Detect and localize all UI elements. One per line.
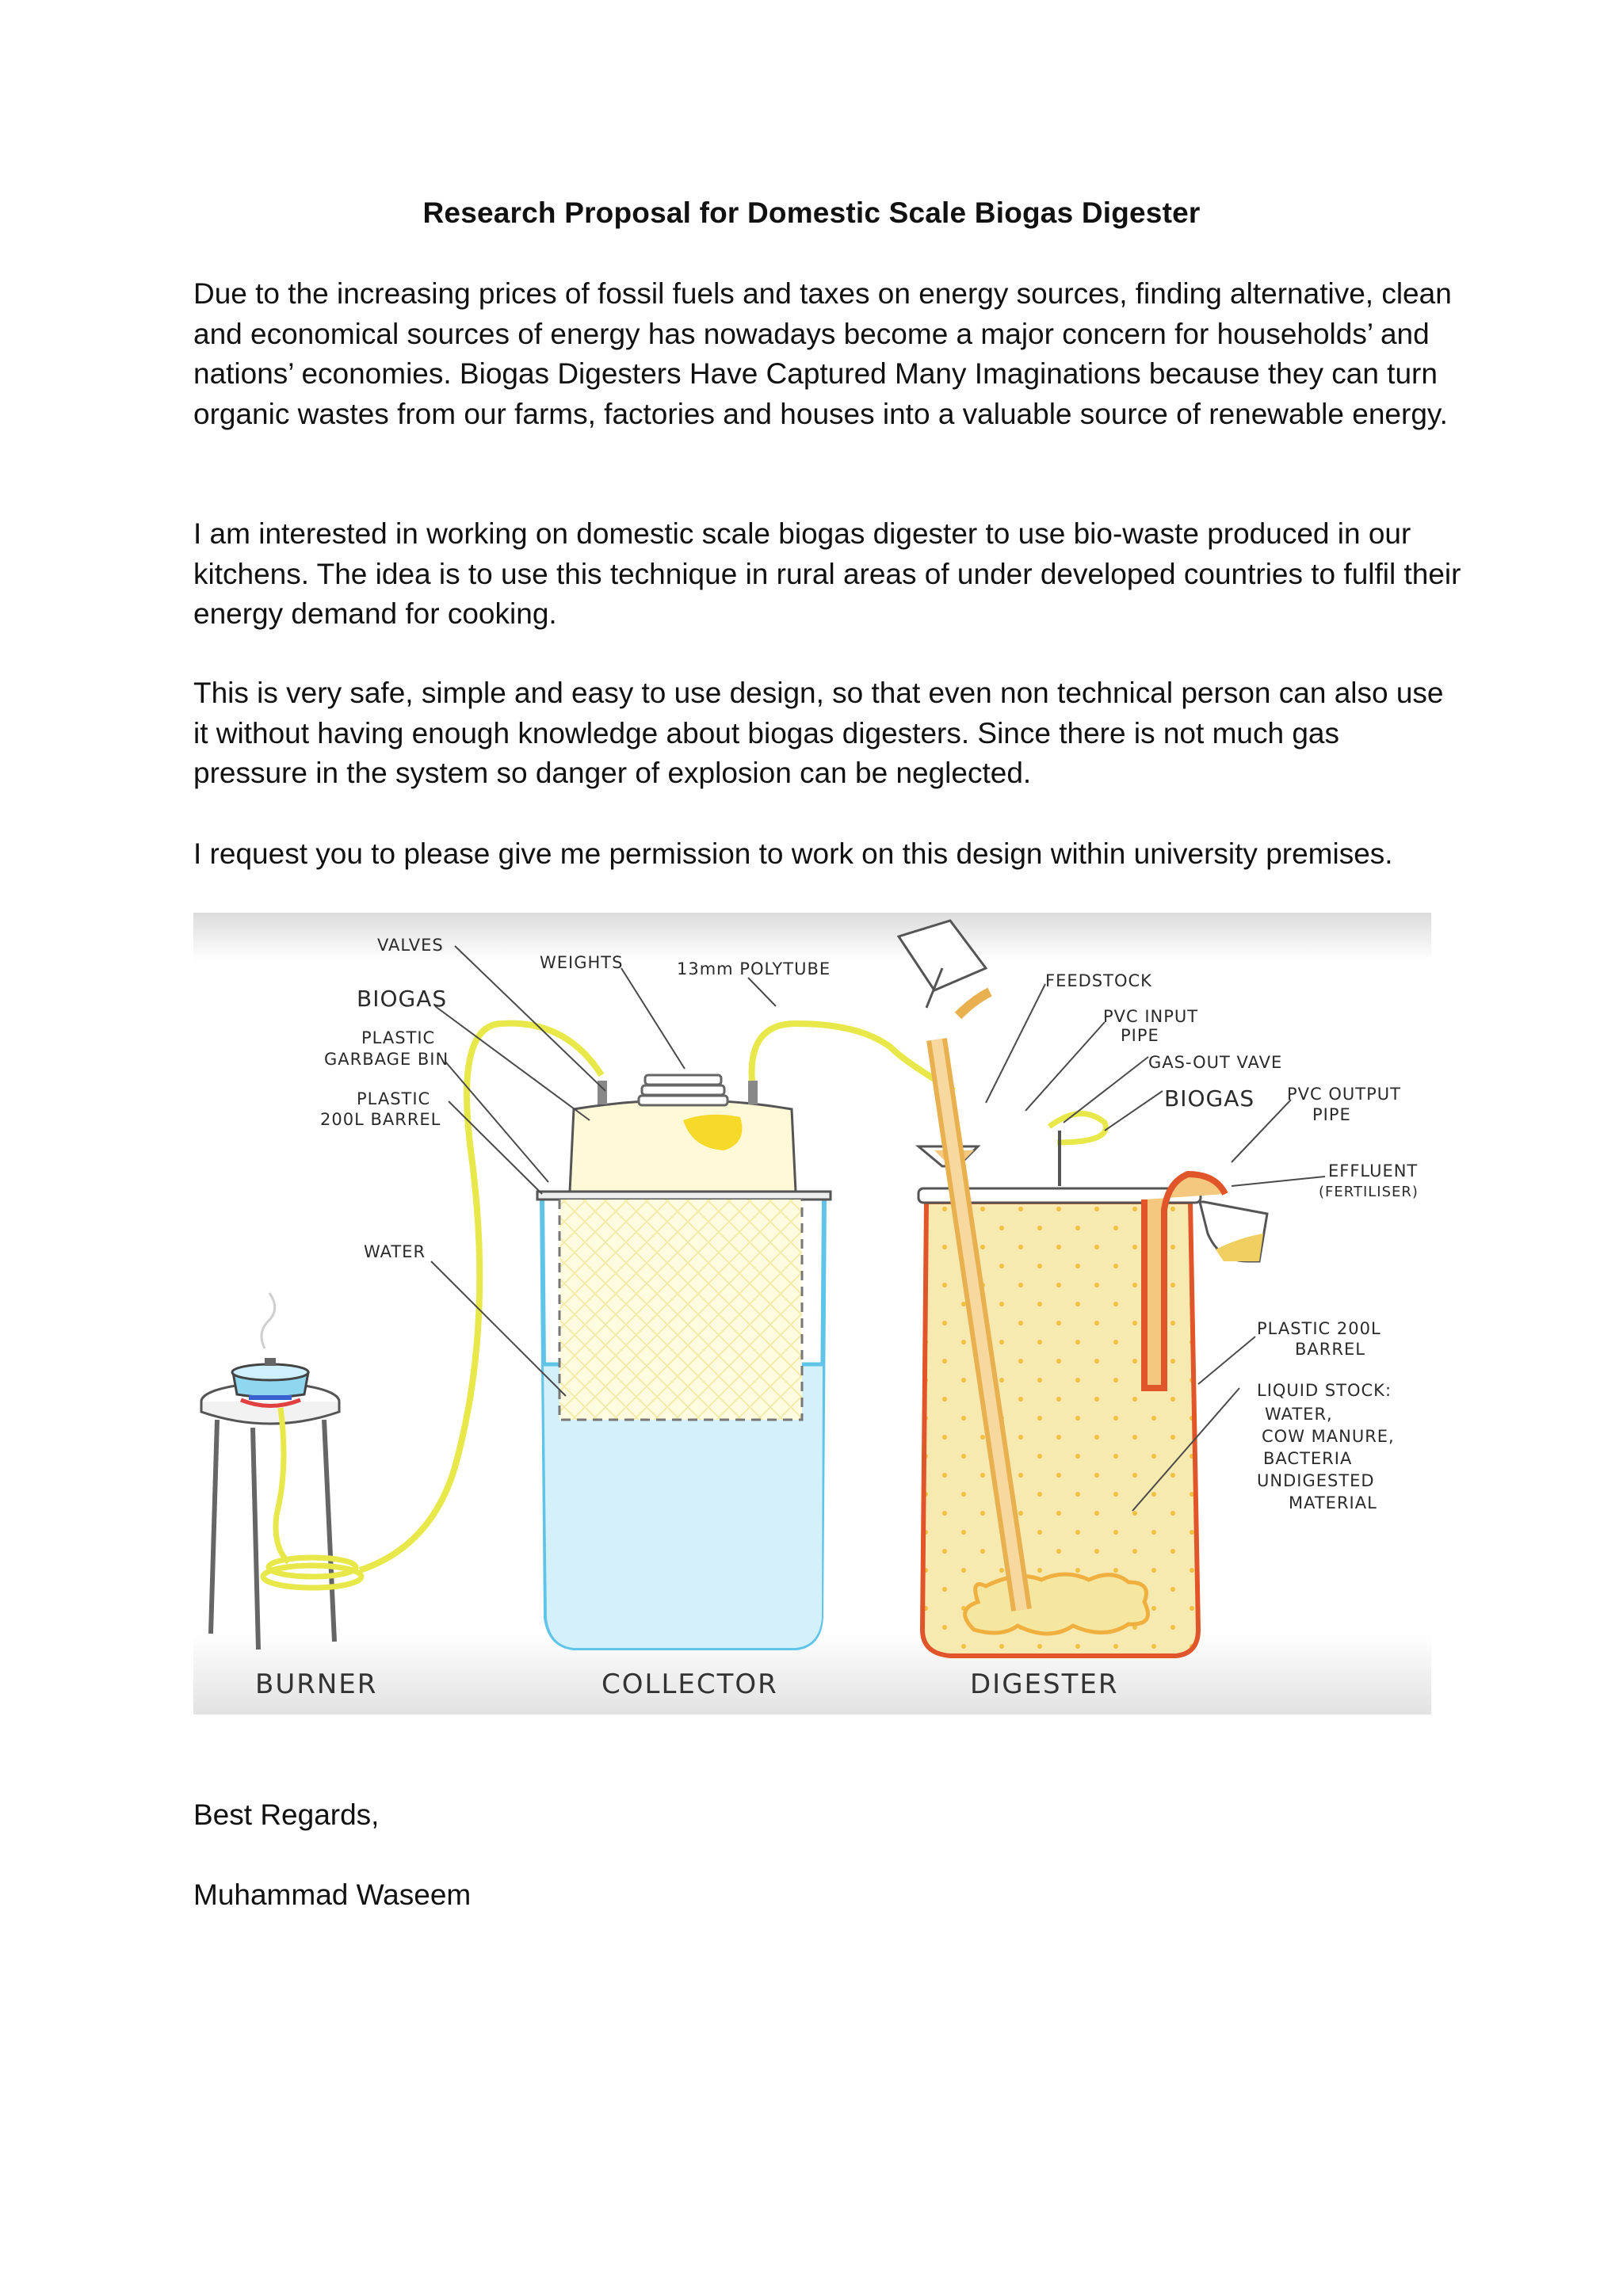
label-pvc-output-1: PVC OUTPUT [1287,1085,1401,1104]
label-feedstock: FEEDSTOCK [1045,971,1152,990]
label-pvc-input-1: PVC INPUT [1103,1007,1199,1026]
label-pvc-output-2: PIPE [1312,1105,1351,1124]
section-label-digester: DIGESTER [970,1669,1119,1700]
label-polytube: 13mm POLYTUBE [677,959,831,978]
label-liquid-stock-2: WATER, [1265,1405,1333,1424]
label-gas-out-valve: GAS-OUT VAVE [1148,1053,1283,1072]
label-liquid-stock-3: COW MANURE, [1262,1427,1395,1446]
label-biogas-left: BIOGAS [357,986,448,1012]
paragraph-intro: Due to the increasing prices of fossil fuels and taxes on energy sources, finding alternative, clean and economical sources of energy has nowadays become a major concern for households’ and nations’ economies. Biogas Digesters Have Captured Many Imaginations because they can turn organic wastes from our farms, factories and houses into a valuable source of renewable energy. [193,277,1452,430]
label-liquid-stock-4: BACTERIA [1263,1449,1353,1468]
label-liquid-stock-1: LIQUID STOCK: [1257,1381,1392,1400]
signature-name: Muhammad Waseem [193,1878,472,1911]
label-effluent-1: EFFLUENT [1328,1161,1419,1180]
paragraph-request: I request you to please give me permission to work on this design within university premises. [193,837,1393,870]
paragraph-safety: This is very safe, simple and easy to use design, so that even non technical person can also use it without having enough knowledge about biogas digesters. Since there is not much gas pressure in the system so danger of explosion can be neglected. [193,677,1444,789]
label-barrel-right-2: BARREL [1295,1340,1365,1359]
label-liquid-stock-5: UNDIGESTED [1257,1471,1375,1490]
label-valves: VALVES [377,936,444,955]
label-effluent-2: (FERTILISER) [1319,1184,1419,1200]
label-garbage-bin-1: PLASTIC [361,1028,436,1047]
biogas-diagram [193,913,1431,1714]
label-barrel-right-1: PLASTIC 200L [1257,1319,1381,1338]
paragraph-interest: I am interested in working on domestic scale biogas digester to use bio-waste produced in our kitchens. The idea is to use this technique in rural areas of under developed countries to fulfil their energy demand for cooking. [193,517,1461,630]
document-title: Research Proposal for Domestic Scale Biogas Digester [422,196,1201,229]
label-pvc-input-2: PIPE [1121,1026,1159,1045]
collector-assembly [537,1075,831,1648]
label-biogas-right: BIOGAS [1164,1085,1255,1112]
biogas-diagram-figure [193,913,1431,1714]
label-weights: WEIGHTS [540,953,624,972]
section-label-burner: BURNER [255,1669,378,1700]
label-water: WATER [364,1242,426,1261]
label-barrel-left-2: 200L BARREL [320,1110,441,1129]
label-garbage-bin-2: GARBAGE BIN [324,1050,449,1069]
closing-line: Best Regards, [193,1798,380,1831]
label-liquid-stock-6: MATERIAL [1289,1493,1377,1512]
label-barrel-left-1: PLASTIC [357,1089,431,1108]
section-label-collector: COLLECTOR [601,1669,778,1700]
